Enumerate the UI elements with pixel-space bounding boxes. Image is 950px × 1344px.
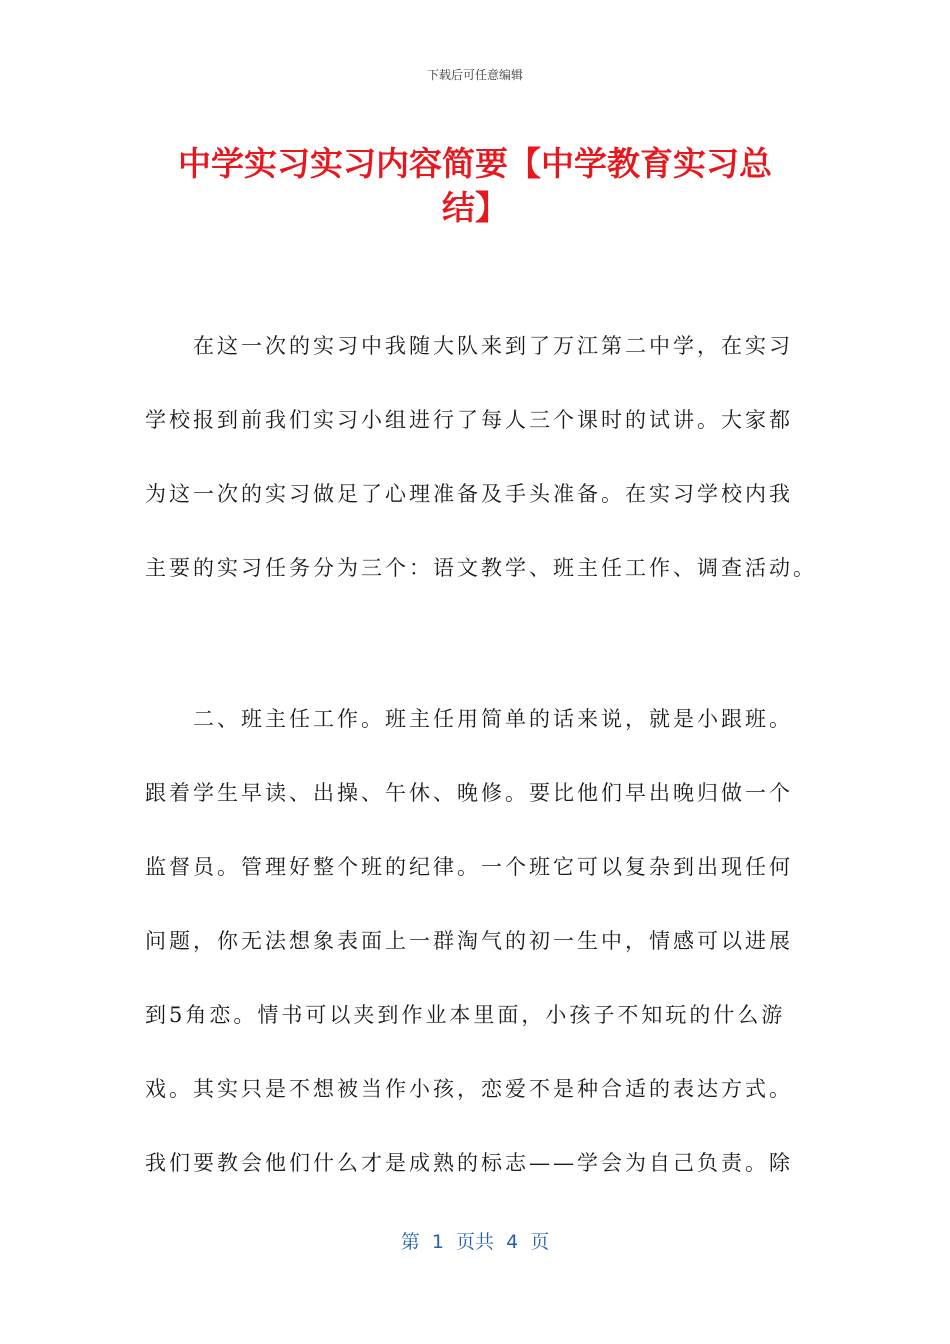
paragraph-line: 为这一次的实习做足了心理准备及手头准备。在实习学校内我 xyxy=(145,482,793,506)
document-title xyxy=(150,142,800,230)
paragraph-line: 二、班主任工作。班主任用简单的话来说，就是小跟班。 xyxy=(193,707,793,731)
paragraph-line: 主要的实习任务分为三个：语文教学、班主任工作、调查活动。 xyxy=(145,556,817,580)
paragraph-line: 学校报到前我们实习小组进行了每人三个课时的试讲。大家都 xyxy=(145,408,793,432)
paragraph-line: 监督员。管理好整个班的纪律。一个班它可以复杂到出现任何 xyxy=(145,855,793,879)
paragraph-line: 在这一次的实习中我随大队来到了万江第二中学，在实习 xyxy=(193,334,793,358)
paragraph-line: 到5角恋。情书可以夹到作业本里面，小孩子不知玩的什么游 xyxy=(145,1003,786,1027)
paragraph-intro xyxy=(145,334,817,632)
title-line-1: 中学实习实习内容简要【中学教育实习总 xyxy=(178,144,772,183)
paragraph-class-teacher xyxy=(145,709,805,1227)
paragraph-line: 问题，你无法想象表面上一群淘气的初一生中，情感可以进展 xyxy=(145,929,793,953)
title-line-2: 结】 xyxy=(442,188,508,227)
header-note: 下载后可任意编辑 xyxy=(426,68,523,82)
page-number-footer: 第 1 页共 4 页 xyxy=(400,1231,550,1253)
paragraph-line: 戏。其实只是不想被当作小孩，恋爱不是种合适的表达方式。 xyxy=(145,1077,793,1101)
paragraph-line: 我们要教会他们什么才是成熟的标志——学会为自己负责。除 xyxy=(145,1151,793,1175)
paragraph-line: 跟着学生早读、出操、午休、晚修。要比他们早出晚归做一个 xyxy=(145,781,793,805)
